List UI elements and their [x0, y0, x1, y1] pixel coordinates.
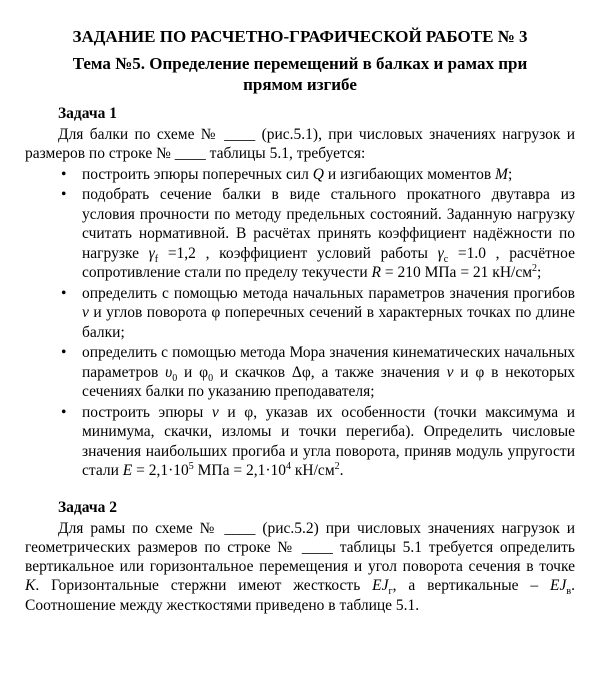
text-run: Для балки по схеме № ____ (рис.5.1), при числовых значениях нагрузок и размеров по строке № ____ таблицы 5.1, требуется: [25, 126, 575, 163]
math-symbol: ν [446, 363, 454, 381]
text-run: и φ [177, 363, 209, 381]
text-run: =1.0 , расчётное сопротивление стали по пределу текучести [82, 244, 575, 282]
list-item [82, 343, 575, 402]
text-run: Для рамы по схеме № ____ (рис.5.2) при числовых значениях нагрузок и геометрических размеров по строке № ____ таблицы 5.1 требуется определить вертикальное или горизонтальное перемещения и угол поворота сечения в точке [25, 519, 575, 576]
text-run: . [339, 462, 344, 480]
math-symbol: K [25, 577, 36, 595]
math-symbol: EJ [372, 577, 389, 595]
text-run: и изгибающих моментов [323, 165, 496, 183]
text-run: определить с помощью метода Мора значения кинематических начальных параметров [82, 344, 575, 381]
text-run: и скачков Δφ, а также значения [213, 363, 447, 381]
text-run: = 2,1·10 [132, 462, 189, 480]
list-item [82, 403, 575, 481]
math-supscript: 5 [188, 460, 194, 472]
text-run: определить с помощью метода начальных параметров значения прогибов [82, 284, 575, 302]
math-subscript: в [566, 586, 572, 598]
text-run: . Горизонтальные стержни имеют жесткость [35, 577, 373, 595]
task2-text [25, 519, 575, 615]
text-run: . Соотношение между жесткостями приведено в таблице 5.1. [25, 577, 575, 614]
task1-heading: Задача 1 [58, 105, 118, 122]
math-supscript: 2 [334, 460, 340, 472]
text-run: = 210 МПа = 21 кН/см [380, 264, 533, 282]
math-subscript: г [388, 586, 393, 598]
math-symbol: E [122, 462, 133, 480]
text-run: построить эпюры поперечных сил [82, 165, 313, 183]
task1-requirements-list [25, 165, 575, 481]
text-run: , а вертикальные – [392, 577, 551, 595]
math-subscript: 0 [172, 372, 178, 384]
math-supscript: 4 [286, 460, 292, 472]
math-symbol: ν [82, 304, 89, 322]
math-symbol: R [371, 264, 381, 282]
math-symbol: EJ [550, 577, 567, 595]
math-supscript: 2 [532, 262, 538, 274]
text-run: построить эпюры [82, 403, 212, 421]
text-run: и φ в некоторых сечениях балки по указанию преподавателя; [82, 363, 575, 401]
document-title: ЗАДАНИЕ ПО РАСЧЕТНО-ГРАФИЧЕСКОЙ РАБОТЕ № 3 [72, 27, 528, 46]
text-run: и углов поворота φ поперечных сечений в характерных точках по длине балки; [82, 304, 575, 341]
text-run: и φ, указав их особенности (точки максимума и минимума, скачки, изломы и точки перегиба). Определить числовые значения наибольших прогиба и угла поворота, приняв модуль упругости стали [82, 403, 575, 480]
math-symbol: M [495, 165, 508, 183]
math-subscript: 0 [208, 372, 214, 384]
text-run: =1,2 , коэффициент условий работы [158, 244, 438, 262]
text-run: ; [537, 264, 542, 282]
math-symbol: Q [312, 165, 324, 183]
task2-heading: Задача 2 [58, 498, 118, 516]
text-run: МПа = 2,1·10 [193, 462, 287, 480]
math-symbol: γ [148, 244, 155, 262]
math-symbol: γ [437, 244, 444, 262]
math-symbol: ν [211, 403, 219, 421]
math-symbol: υ [165, 363, 173, 381]
text-run: кН/см [291, 462, 335, 480]
list-item [82, 284, 575, 343]
topic-heading: Тема №5. Определение перемещений в балках и рамах при прямом изгибе [72, 54, 528, 94]
math-subscript: f [154, 253, 159, 265]
list-item [82, 165, 575, 185]
text-run: ; [507, 165, 513, 183]
list-item [82, 185, 575, 283]
math-subscript: c [443, 253, 449, 265]
text-run: подобрать сечение балки в виде стального прокатного двутавра из условия прочности по методу предельных состояний. Заданную нагрузку считать нормативной. В расчётах принять коэффициент надёжности по нагрузке [82, 186, 575, 262]
task1-intro [25, 125, 575, 164]
